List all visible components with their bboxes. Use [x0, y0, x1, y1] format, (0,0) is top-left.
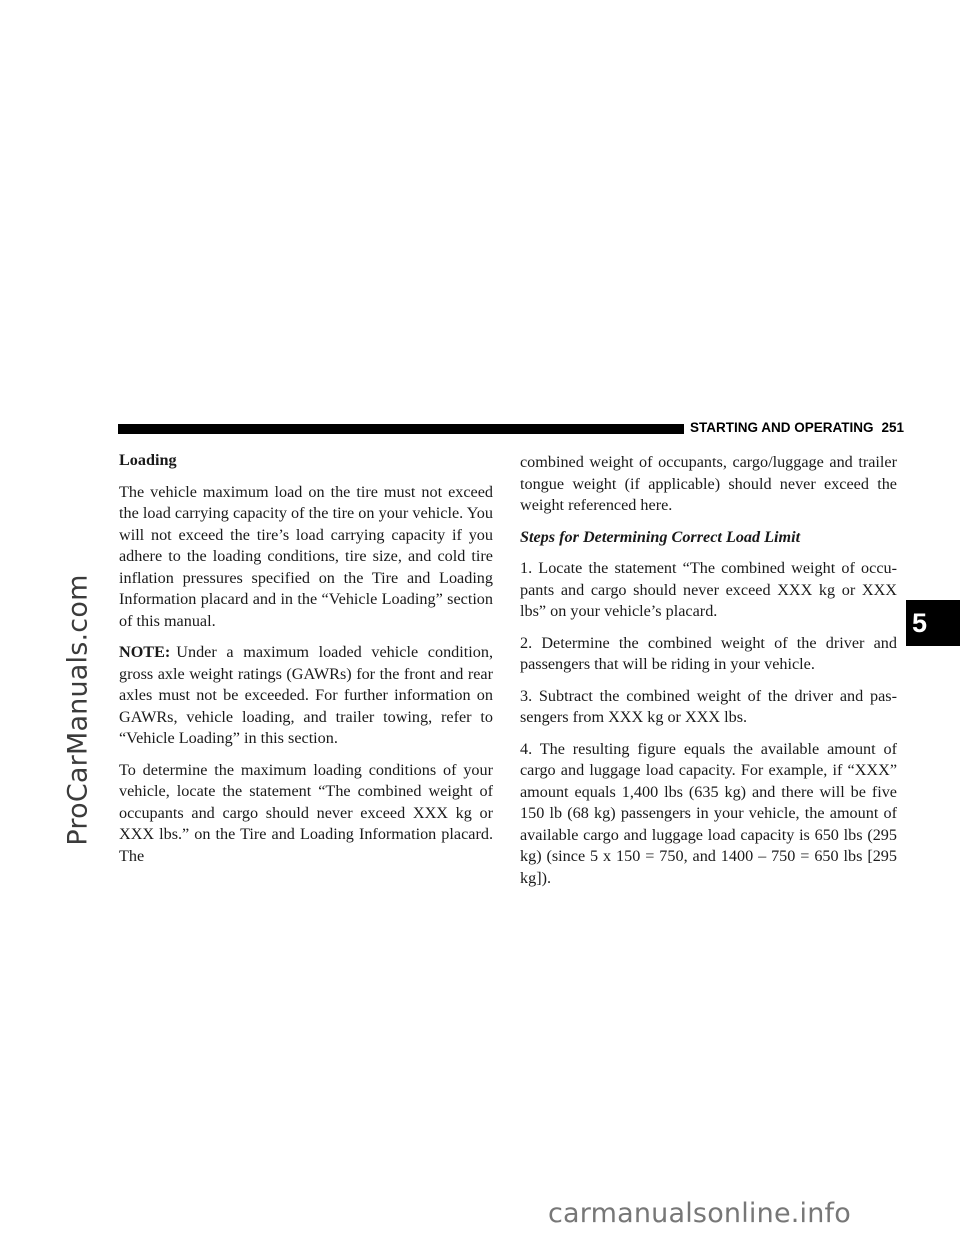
- step-item: 3. Subtract the combined weight of the driver and pas-sengers from XXX kg or XXX lbs.: [520, 686, 897, 726]
- section-tab: 5: [906, 600, 960, 646]
- footer-watermark: carmanualsonline.info: [548, 1198, 851, 1229]
- note-text: Under a maximum loaded vehicle condition, gross axle weight ratings (GAWRs) for the front and rear axles must not be exceeded. For further information on GAWRs, vehicle loading, and trailer towing, refer to “Vehicle Loading” in this section.: [119, 643, 493, 747]
- left-column: [119, 450, 493, 867]
- header-rule: [118, 424, 684, 434]
- note-label: NOTE:: [119, 643, 171, 661]
- body-paragraph: To determine the maximum loading conditions of your vehicle, locate the statement “The combined weight of occupants and cargo should never exceed XXX kg or XXX lbs.” on the Tire and Loading Information placard. The: [119, 760, 493, 865]
- step-item: 2. Determine the combined weight of the driver and passengers that will be riding in your vehicle.: [520, 633, 897, 673]
- running-header: [690, 420, 904, 435]
- section-heading: Loading: [119, 451, 177, 469]
- body-paragraph: The vehicle maximum load on the tire must not exceed the load carrying capacity of the tire on your vehicle. You will not exceed the tire’s load carrying capacity if you adhere to the loading conditions, tire size, and cold tire inflation pressures specified on the Tire and Loading Information placard and in the “Vehicle Loading” section of this manual.: [119, 482, 493, 630]
- header-title: STARTING AND OPERATING: [690, 420, 874, 435]
- page-number: 251: [881, 420, 905, 435]
- subheading: Steps for Determining Correct Load Limit: [520, 527, 801, 546]
- watermark-text: ProCarManuals.com: [62, 574, 94, 846]
- step-item: 1. Locate the statement “The combined weight of occu-pants and cargo should never exceed XXX kg or XXX lbs” on your vehicle’s placard.: [520, 559, 897, 620]
- right-column: [520, 452, 897, 889]
- step-item: 4. The resulting figure equals the available amount of cargo and luggage load capacity. For example, if “XXX” amount equals 1,400 lbs (635 kg) and there will be five 150 lb (68 kg) passengers in your vehicle, the amount of available cargo and luggage load capacity is 650 lbs (295 kg) (since 5 x 150 = 750, and 1400 – 750 = 650 lbs [295 kg]).: [520, 739, 897, 887]
- body-paragraph: combined weight of occupants, cargo/luggage and trailer tongue weight (if applicable) should never exceed the weight referenced here.: [520, 453, 897, 514]
- note-paragraph: [119, 642, 493, 750]
